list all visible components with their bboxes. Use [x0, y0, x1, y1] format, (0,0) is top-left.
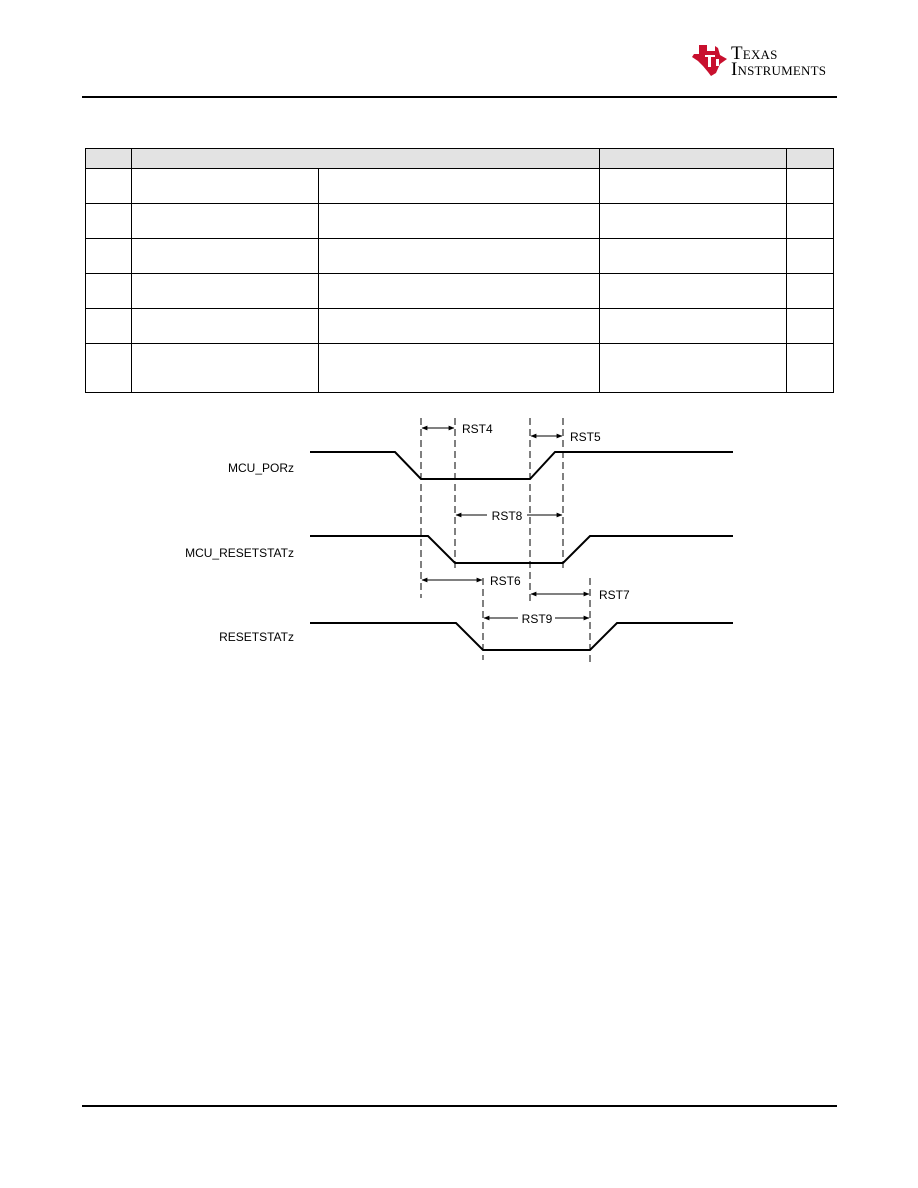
reset-timing-diagram: [150, 405, 770, 675]
param-label-rst9: RST9: [521, 612, 553, 626]
param-label-rst7: RST7: [599, 588, 630, 602]
param-label-rst5: RST5: [570, 430, 601, 444]
table-cell: [787, 274, 834, 309]
param-label-rst6: RST6: [490, 574, 521, 588]
table-cell: [86, 239, 132, 274]
table-cell: [319, 239, 600, 274]
table-cell: [600, 169, 787, 204]
table-cell: [600, 344, 787, 393]
table-cell: [787, 344, 834, 393]
texas-state-icon: [690, 42, 730, 78]
table-cell: [132, 344, 319, 393]
table-cell: [132, 204, 319, 239]
header-rule: [82, 96, 837, 98]
table-cell: [86, 274, 132, 309]
param-label-rst8: RST8: [491, 509, 523, 523]
resetstatz-waveform: [310, 623, 733, 650]
table-cell: [600, 239, 787, 274]
table-cell: [132, 274, 319, 309]
table-cell: [787, 169, 834, 204]
table-cell: [132, 239, 319, 274]
table-row: [86, 239, 834, 274]
table-cell: [319, 204, 600, 239]
table-row: [86, 344, 834, 393]
mcu-porz-waveform: [310, 452, 733, 479]
table-row: [86, 309, 834, 344]
table-cell: [86, 344, 132, 393]
table-cell: [787, 309, 834, 344]
table-cell: [319, 169, 600, 204]
signal-label-mcu-porz: MCU_PORz: [227, 461, 294, 475]
table-cell: [132, 169, 319, 204]
table-row: [86, 169, 834, 204]
timing-requirements-table: [85, 148, 834, 393]
header-cell-no: [86, 149, 132, 169]
signal-label-resetstatz: RESETSTATz: [219, 630, 294, 644]
table-cell: [787, 204, 834, 239]
table-cell: [600, 204, 787, 239]
table-cell: [319, 309, 600, 344]
table-cell: [319, 274, 600, 309]
table-cell: [86, 169, 132, 204]
table-cell: [787, 239, 834, 274]
table-header-row: [86, 149, 834, 169]
header-cell-unit: [787, 149, 834, 169]
table-cell: [86, 309, 132, 344]
ti-logo: [690, 42, 840, 82]
table-cell: [600, 274, 787, 309]
header-cell-parameter: [132, 149, 600, 169]
signal-label-mcu-resetstatz: MCU_RESETSTATz: [185, 546, 294, 560]
footer-rule: [82, 1105, 837, 1107]
table-cell: [86, 204, 132, 239]
param-label-rst4: RST4: [462, 422, 493, 436]
table-row: [86, 204, 834, 239]
header-cell-value: [600, 149, 787, 169]
brand-name-line1: Texas: [731, 43, 778, 64]
table-cell: [319, 344, 600, 393]
table-cell: [600, 309, 787, 344]
mcu-resetstatz-waveform: [310, 536, 733, 563]
brand-name-line2: Instruments: [731, 59, 827, 80]
table-row: [86, 274, 834, 309]
table-cell: [132, 309, 319, 344]
